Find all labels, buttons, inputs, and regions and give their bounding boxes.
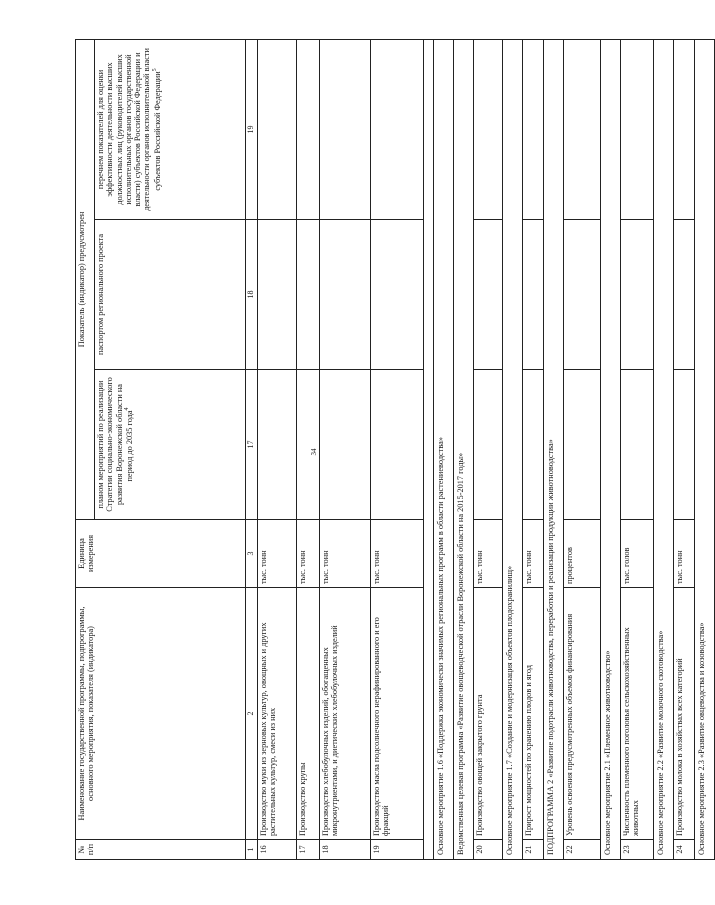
header-num: № п/п [76, 840, 246, 860]
table-row: 24 Производство молока в хозяйствах всех категорий тыс. тонн [673, 39, 694, 859]
section-row: Ведомственная целевая программа «Развитие овощеводческой отрасли Воронежской области на 2015-2017 годы» [453, 39, 473, 859]
section-row: Основное мероприятие 1.6 «Поддержка экономически значимых региональных программ в области растениеводства» [433, 39, 453, 859]
header-name: Наименование государственной программы, подпрограммы, основного мероприятия, показателя (индикатора) [76, 588, 246, 840]
table-row: 20 Производство овощей закрытого грунта тыс. тонн [473, 39, 502, 859]
header-project: паспортом регионального проекта [95, 220, 246, 370]
section-row: ПОДПРОГРАММА 2 «Развитие подотрасли животноводства, переработки и реализации продукции животноводства» [543, 39, 563, 859]
section-row: Основное мероприятие 2.3 «Развитие овцеводства и козоводства» [694, 39, 714, 859]
header-eval: перечнем показателей для оценки эффективности деятельности высших должностных лиц (руководителей высших исполнительных органов государственной власти) субъектов Российской Федерации и деятельности органов исполнительной власти субъектов Российской Федерации$^5$ [95, 39, 246, 219]
table-row: 23 Численность племенного поголовья сельскохозяйственных животных тыс. голов [620, 39, 653, 859]
header-group: Показатель (индикатор) предусмотрен [76, 39, 95, 519]
section-row: Основное мероприятие 2.2 «Развитие молочного скотоводства» [653, 39, 673, 859]
header-strategy: планом мероприятий по реализации Стратегии социально-экономического развития Воронежской области на период до 2035 года$^4$ [95, 370, 246, 520]
column-numbers-row: 1 2 3 17 18 19 [246, 39, 258, 859]
table-row: 22 Уровень освоения предусмотренных объемов финансирования процентов [563, 39, 600, 859]
page-number: 34 [310, 448, 318, 456]
rotated-table-sheet [75, 40, 706, 860]
table-row: 21 Прирост мощностей по хранению плодов и ягод тыс. тонн [522, 39, 543, 859]
table-row: 16 Производство муки из зерновых культур, овощных и других растительных культур, смеси из них тыс. тонн [257, 39, 296, 859]
table-row: 18 Производство хлебобулочных изделий, обогащенных микронутриентами, и диетических хлебобулочных изделий тыс. тонн [319, 39, 370, 859]
section-row: Основное мероприятие 2.1 «Племенное животноводство» [600, 39, 620, 859]
section-row: Основное мероприятие 1.7 «Создание и модернизация объектов плодохранилищ» [502, 39, 522, 859]
table-row: 17 Производство крупы тыс. тонн [296, 39, 319, 859]
table-row: 19 Производство масла подсолнечного нерафинированного и его фракций тыс. тонн [370, 39, 423, 859]
header-unit: Единица измерения [76, 520, 246, 588]
indicators-table [75, 39, 715, 860]
